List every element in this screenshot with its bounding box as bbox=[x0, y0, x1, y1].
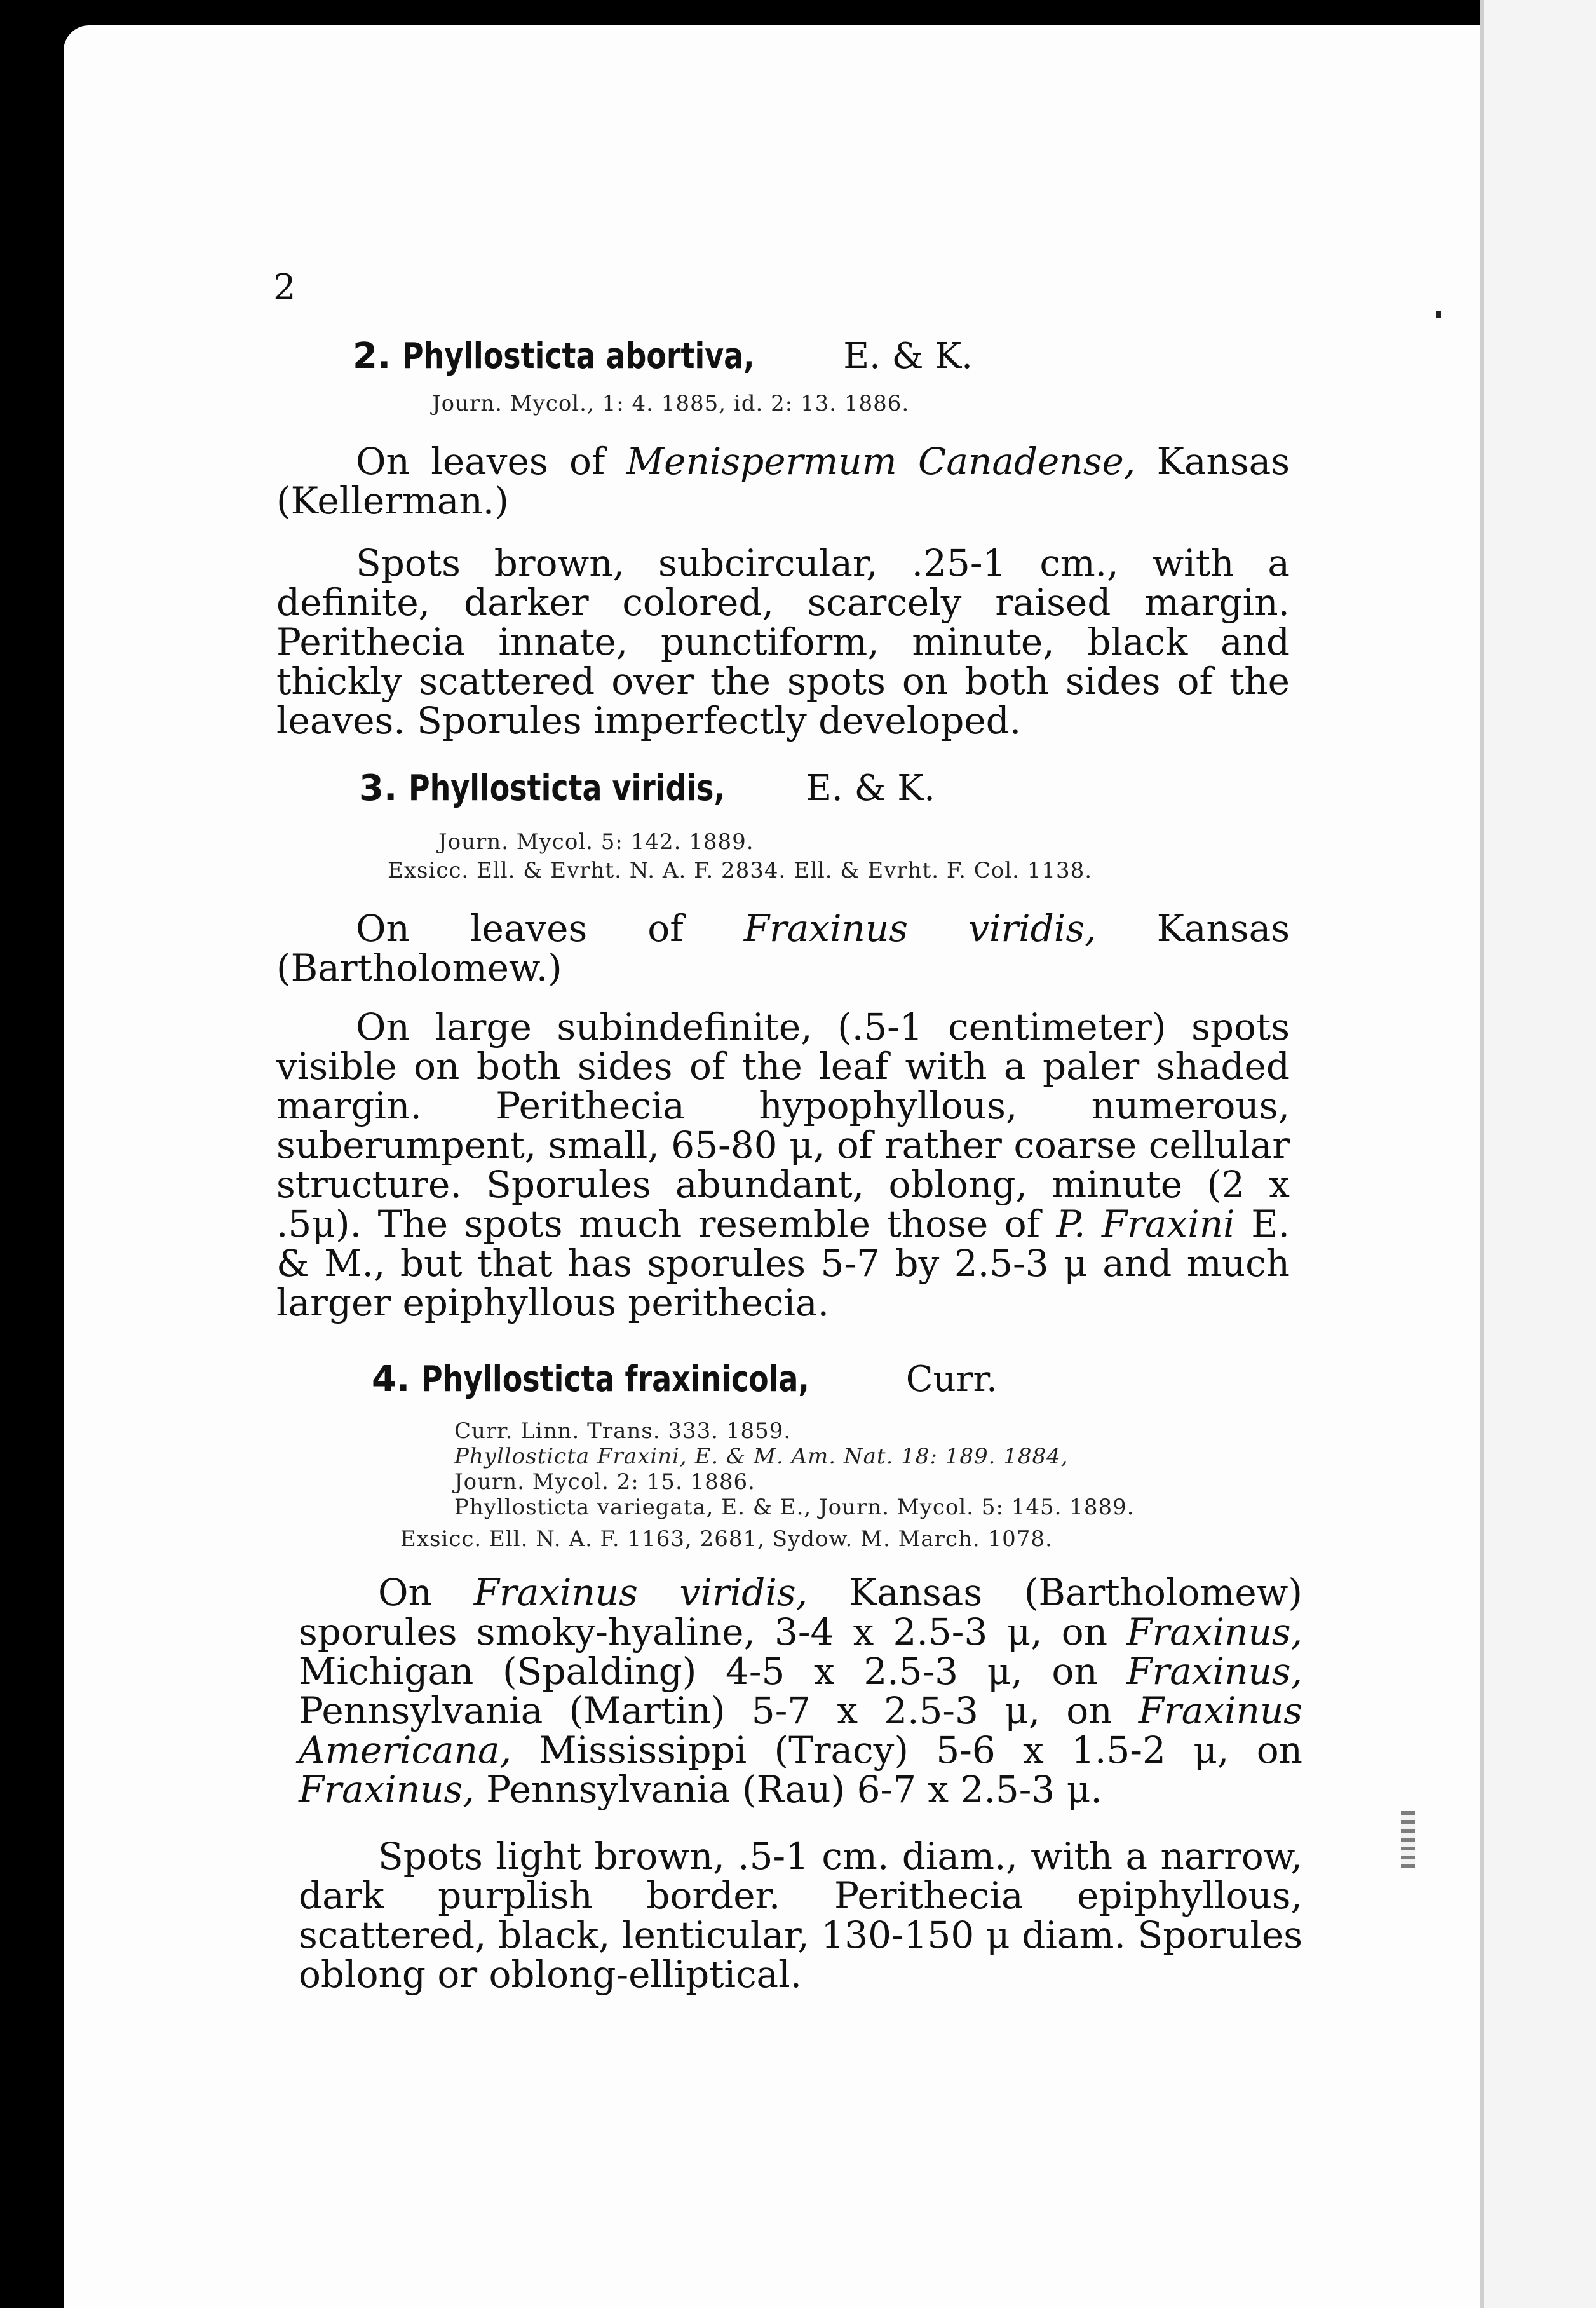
reference-line: Phyllosticta Fraxini, E. & M. Am. Nat. 18: 189. 1884, bbox=[454, 1444, 1069, 1469]
reference-line: Exsicc. Ell. N. A. F. 1163, 2681, Sydow. M. March. 1078. bbox=[400, 1526, 1053, 1552]
host-text: Mississippi (Tracy) 5-6 x 1.5-2 μ, on bbox=[511, 1728, 1302, 1772]
species-name: Phyllosticta viridis, bbox=[409, 768, 725, 809]
host-text: Kansas (Bartholomew) sporules smoky-hyaline, 3-4 x 2.5-3 μ, on bbox=[299, 1571, 1302, 1653]
species-name: Phyllosticta fraxinicola, bbox=[421, 1359, 809, 1400]
species-authority: E. & K. bbox=[806, 768, 935, 809]
host-name: Fraxinus, bbox=[1126, 1650, 1302, 1693]
species-authority: Curr. bbox=[905, 1359, 998, 1400]
entry-title bbox=[372, 1359, 998, 1400]
host-prefix: On leaves of bbox=[356, 440, 626, 483]
page-number: 2 bbox=[273, 267, 296, 308]
reference-line: Journ. Mycol. 2: 15. 1886. bbox=[454, 1469, 755, 1495]
reference-line: Journ. Mycol. 5: 142. 1889. bbox=[438, 829, 754, 855]
host-text: Pennsylvania (Martin) 5-7 x 2.5-3 μ, on bbox=[299, 1689, 1139, 1732]
species-name: Phyllosticta abortiva, bbox=[402, 336, 755, 377]
description-paragraph: Spots light brown, .5-1 cm. diam., with a narrow, dark purplish border. Perithecia epiphyllous, scattered, black, lenticular, 130-150 μ diam. Sporules oblong or oblong-elliptical. bbox=[299, 1835, 1302, 1996]
host-name: Fraxinus, bbox=[299, 1768, 475, 1811]
host-text: Pennsylvania (Rau) 6-7 x 2.5-3 μ. bbox=[474, 1768, 1102, 1811]
host-name: Fraxinus viridis, bbox=[473, 1571, 808, 1614]
host-suffix: Kansas (Bartholomew.) bbox=[276, 907, 1290, 989]
description-text: E. & M., but that has sporules 5-7 by 2.5-3 μ and much larger epiphyllous perithecia. bbox=[276, 1202, 1290, 1324]
host-text: On bbox=[378, 1571, 474, 1614]
host-name: Menispermum Canadense, bbox=[626, 440, 1136, 483]
description-paragraph bbox=[276, 1007, 1290, 1322]
hosts-paragraph bbox=[299, 1573, 1302, 1809]
entry-number: 2. bbox=[353, 336, 391, 377]
scan-artifact bbox=[1401, 1811, 1415, 1868]
comparison-species: P. Fraxini bbox=[1056, 1202, 1235, 1246]
host-paragraph bbox=[276, 909, 1290, 988]
entry-title bbox=[359, 768, 935, 809]
reference-line: Journ. Mycol., 1: 4. 1885, id. 2: 13. 1886. bbox=[432, 391, 910, 416]
species-authority: E. & K. bbox=[843, 336, 973, 377]
description-text: On large subindefinite, (.5-1 centimeter) spots visible on both sides of the leaf with a paler shaded margin. Perithecia hypophyllous, numerous, suberumpent, small, 65-80 μ, of rather coarse cellular structure. Sporules abundant, oblong, minute (2 x .5μ). The spots much resemble those of bbox=[276, 1005, 1290, 1246]
entry-number: 3. bbox=[359, 768, 398, 809]
host-suffix: Kansas (Kellerman.) bbox=[276, 440, 1290, 522]
reference-line: Exsicc. Ell. & Evrht. N. A. F. 2834. Ell. & Evrht. F. Col. 1138. bbox=[388, 858, 1093, 883]
facing-page-edge bbox=[1480, 0, 1596, 2308]
host-prefix: On leaves of bbox=[356, 907, 744, 950]
reference-line: Curr. Linn. Trans. 333. 1859. bbox=[454, 1418, 792, 1444]
host-name: Fraxinus Americana, bbox=[299, 1689, 1302, 1772]
host-name: Fraxinus viridis, bbox=[743, 907, 1097, 950]
host-text: Michigan (Spalding) 4-5 x 2.5-3 μ, on bbox=[299, 1650, 1127, 1693]
entry-title bbox=[353, 336, 973, 377]
description-paragraph: Spots brown, subcircular, .25-1 cm., with a definite, darker colored, scarcely raised margin. Perithecia innate, punctiform, minute, black and thickly scattered over the spots on both sides of the leaves. Sporules imperfectly developed. bbox=[276, 541, 1290, 742]
reference-line: Phyllosticta variegata, E. & E., Journ. Mycol. 5: 145. 1889. bbox=[454, 1495, 1135, 1520]
entry-number: 4. bbox=[372, 1359, 410, 1400]
scan-speck bbox=[1436, 311, 1441, 318]
host-paragraph bbox=[276, 442, 1290, 520]
host-name: Fraxinus, bbox=[1126, 1610, 1302, 1653]
